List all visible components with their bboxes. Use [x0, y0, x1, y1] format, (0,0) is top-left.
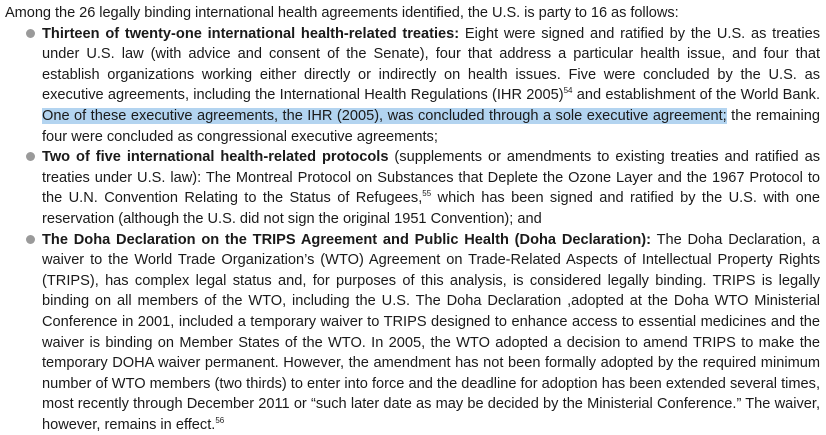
bullet-icon	[26, 152, 35, 161]
list-item-text	[42, 147, 820, 229]
list-item-text	[42, 24, 820, 148]
item-lead: Thirteen of twenty-one international health-related treaties:	[42, 25, 460, 42]
footnote-ref[interactable]: 54	[563, 86, 573, 96]
item-text: which has been signed and ratified by the U.S. with one reservation (although the U.S. did not sign the original 1951 Convention); and	[42, 190, 820, 227]
list-item-text	[42, 230, 820, 435]
item-text: the remaining four were concluded as congressional executive agreements;	[42, 107, 820, 145]
list-item-doha	[5, 230, 820, 435]
bullet-icon	[26, 29, 35, 38]
intro-paragraph: Among the 26 legally binding international health agreements identified, the U.S. is party to 16 as follows:	[5, 5, 679, 21]
item-text: The Doha Declaration, a waiver to the World Trade Organization’s (WTO) Agreement on Trade-Related Aspects of Intellectual Property Rights (TRIPS), has complex legal status and, for purposes of this analysis, is considered legally binding. TRIPS is legally binding on all members of the WTO, including the U.S. The Doha Declaration ,adopted at the Doha WTO Ministerial Conference in 2001, included a temporary waiver to TRIPS designed to enhance access to essential medicines and the waiver is binding on Member States of the WTO. In 2005, the WTO adopted a decision to amend TRIPS to make the temporary DOHA waiver permanent. However, the amendment has not been formally adopted by the required minimum number of WTO members (two thirds) to enter into force and the deadline for adoption has been extended several times, most recently through December 2011 or “such later date as may be decided by the Ministerial Conference.” The waiver, however, remains in effect.	[42, 231, 821, 433]
item-lead: The Doha Declaration on the TRIPS Agreement and Public Health (Doha Declaration):	[42, 231, 652, 248]
highlighted-text[interactable]: One of these executive agreements, the IHR (2005), was concluded through a sole executive agreement;	[42, 107, 727, 124]
footnote-ref[interactable]: 56	[215, 415, 225, 425]
list-item-treaties	[5, 24, 820, 148]
bullet-icon	[26, 235, 35, 244]
footnote-ref[interactable]: 55	[422, 189, 432, 199]
item-text: and establishment of the World Bank.	[572, 87, 820, 104]
item-lead: Two of five international health-related protocols	[42, 149, 389, 166]
item-text: Eight were signed and ratified by the U.S. as treaties under U.S. law (with advice and consent of the Senate), four that address a particular health issue, and four that establish organizations working either directly or indirectly on health issues. Five were concluded by the U.S. as executive agreements, including the International Health Regulations (IHR 2005)	[42, 25, 820, 104]
item-text: (supplements or amendments to existing treaties and ratified as treaties under U.S. law): The Montreal Protocol on Substances that Deplete the Ozone Layer and the 1967 Protocol to the U.N. Convention Relating to the Status of Refugees,	[42, 149, 820, 207]
agreement-list	[5, 24, 820, 435]
list-item-protocols	[5, 147, 820, 229]
